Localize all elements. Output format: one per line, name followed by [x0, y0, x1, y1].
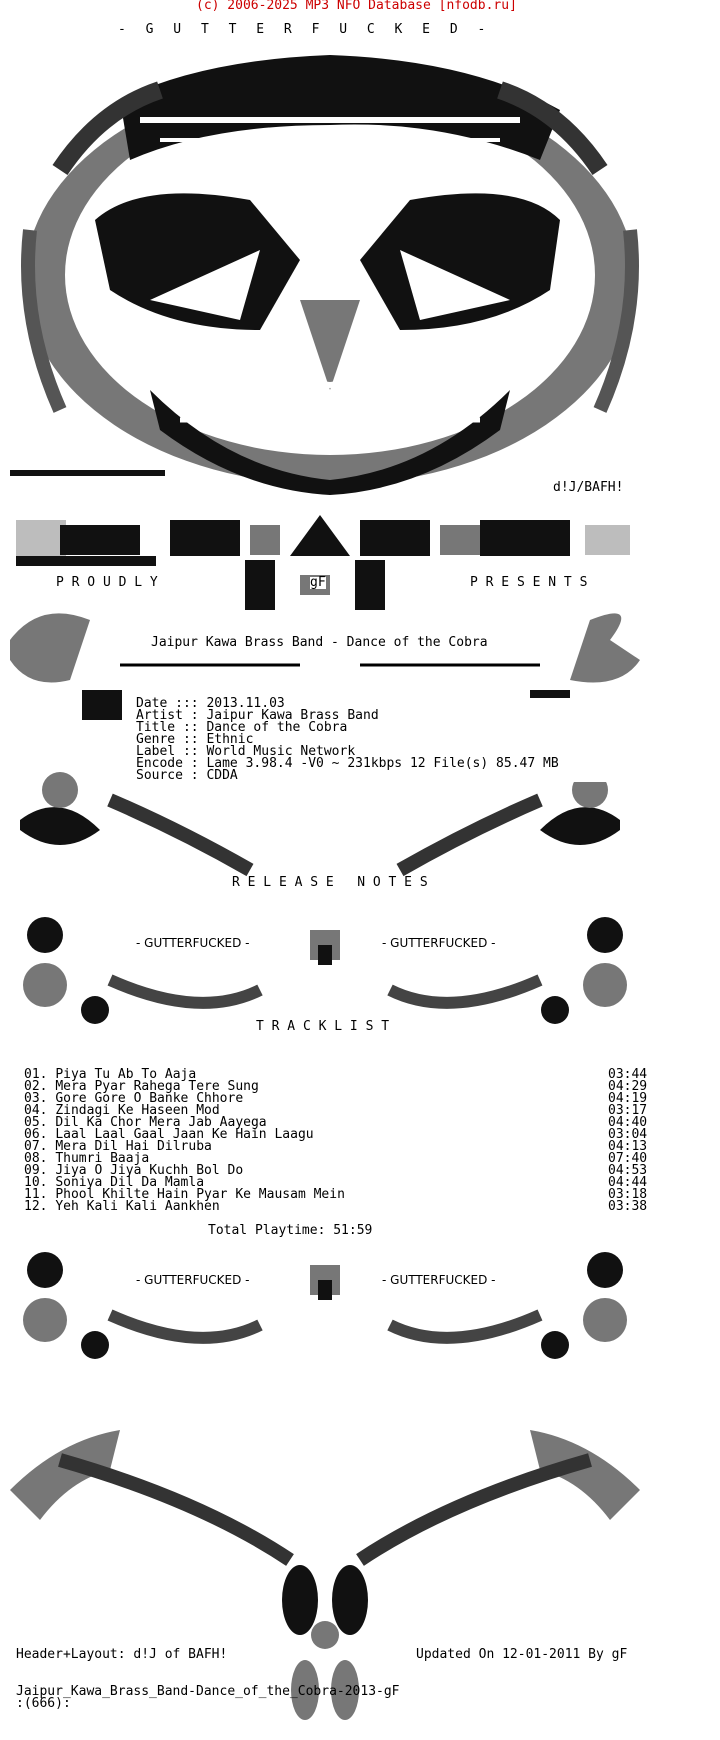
track-row: 01. Piya Tu Ab To Aaja 03:44: [24, 1067, 648, 1082]
layout-credit: Header+Layout: d!J of BAFH!: [16, 1647, 228, 1662]
track-row: 12. Yeh Kali Kali Aankhen 03:38: [24, 1199, 648, 1214]
track-row: 03. Gore Gore O Banke Chhore 04:19: [24, 1091, 648, 1106]
info-row-artist: Artist : Jaipur Kawa Brass Band: [136, 708, 379, 723]
track-row: 06. Laal Laal Gaal Jaan Ke Hain Laagu 03:04: [24, 1127, 648, 1142]
track-row: 11. Phool Khilte Hain Pyar Ke Mausam Mein 03:18: [24, 1187, 648, 1202]
info-row-encode: Encode : Lame 3.98.4 -V0 ~ 231kbps 12 File(s) 85.47 MB: [136, 756, 559, 771]
art-credit: d!J/BAFH!: [553, 480, 624, 495]
track-row: 02. Mera Pyar Rahega Tere Sung 04:29: [24, 1079, 648, 1094]
skull-logo-art: [10, 55, 635, 495]
track-row: 08. Thumri Baaja 07:40: [24, 1151, 648, 1166]
info-row-label: Label :: World Music Network: [136, 744, 356, 759]
divider-1-right: - GUTTERFUCKED -: [382, 936, 496, 950]
divider-2-right: - GUTTERFUCKED -: [382, 1273, 496, 1287]
group-logo-lettering: [16, 515, 630, 610]
track-row: 10. Soniya Dil Da Mamla 04:44: [24, 1175, 648, 1190]
info-row-genre: Genre :: Ethnic: [136, 732, 254, 747]
tracklist-block: [24, 1067, 648, 1214]
proudly-label: P R O U D L Y: [56, 575, 158, 590]
release-notes-heading: R E L E A S E N O T E S: [232, 875, 428, 890]
divider-ornament-2: [23, 1252, 627, 1359]
presents-label: P R E S E N T S: [470, 575, 588, 590]
info-row-source: Source : CDDA: [136, 768, 238, 783]
tracklist-heading: T R A C K L I S T: [256, 1019, 390, 1034]
divider-2-left: - GUTTERFUCKED -: [136, 1273, 250, 1287]
bottom-ornament: [10, 1430, 640, 1720]
copyright-line: (c) 2006-2025 MP3 NFO Database [nfodb.ru]: [196, 0, 517, 13]
track-row: 07. Mera Dil Hai Dilruba 04:13: [24, 1139, 648, 1154]
divider-ornament-1: [23, 917, 627, 1024]
total-playtime: Total Playtime: 51:59: [208, 1223, 373, 1238]
signature: :(666):: [16, 1696, 71, 1711]
track-row: 05. Dil Ka Chor Mera Jab Aayega 04:40: [24, 1115, 648, 1130]
divider-1-left: - GUTTERFUCKED -: [136, 936, 250, 950]
info-row-title: Title :: Dance of the Cobra: [136, 720, 348, 735]
release-info-block: [136, 698, 656, 782]
release-name: Jaipur_Kawa_Brass_Band-Dance_of_the_Cobra-2013-gF: [16, 1684, 400, 1699]
group-banner: - G U T T E R F U C K E D -: [118, 22, 492, 37]
release-heading: Jaipur Kawa Brass Band - Dance of the Cobra: [151, 635, 488, 650]
updated-note: Updated On 12-01-2011 By gF: [416, 1647, 628, 1662]
info-row-date: Date ::: 2013.11.03: [136, 696, 285, 711]
track-row: 04. Zindagi Ke Haseen Mod 03:17: [24, 1103, 648, 1118]
gf-label: gF: [310, 575, 326, 590]
track-row: 09. Jiya O Jiya Kuchh Bol Do 04:53: [24, 1163, 648, 1178]
